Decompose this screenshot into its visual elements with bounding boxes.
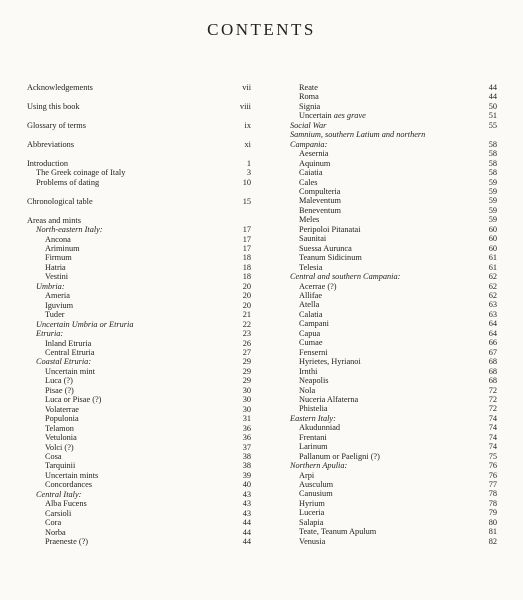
toc-entry [27, 452, 251, 461]
toc-entry [281, 111, 497, 120]
toc-entry-page: 77 [488, 480, 497, 490]
toc-entry-page: 61 [488, 262, 497, 272]
toc-entry-page: 75 [488, 451, 497, 461]
toc-entry-page: 31 [242, 414, 251, 424]
toc-entry-title: Hatria [45, 262, 66, 272]
toc-entry [27, 348, 251, 357]
toc-entry-title: Phistelia [299, 404, 328, 414]
toc-entry-title: Venusia [299, 536, 326, 546]
toc-entry [27, 272, 251, 281]
toc-entry-title: Salapia [299, 517, 324, 527]
toc-entry-page: 68 [488, 376, 497, 386]
toc-entry-title: Meles [299, 215, 320, 225]
toc-entry-title: Compulteria [299, 186, 341, 196]
toc-entry-title: Akudunniad [299, 423, 341, 433]
toc-entry-page: 62 [488, 290, 497, 300]
toc-entry [27, 433, 251, 442]
toc-entry-title: Fenserni [299, 347, 328, 357]
toc-entry [27, 329, 251, 338]
toc-entry [281, 348, 497, 357]
toc-entry [281, 196, 497, 205]
toc-entry-page: 64 [488, 328, 497, 338]
toc-entry [281, 282, 497, 291]
toc-entry-title: Northern Apulia: [290, 461, 348, 471]
toc-entry-page: vii [242, 83, 251, 92]
toc-entry-title: Allifae [299, 290, 323, 300]
toc-entry-page: 43 [242, 489, 251, 499]
toc-entry [281, 253, 497, 262]
toc-entry-page: 63 [488, 309, 497, 319]
toc-entry-title: Luca (?) [45, 376, 73, 386]
toc-entry-page: viii [239, 101, 251, 111]
toc-entry-page: 63 [488, 300, 497, 310]
toc-entry-page: 81 [488, 527, 497, 537]
toc-entry [27, 263, 251, 272]
toc-entry [281, 357, 497, 366]
toc-entry-page: 10 [242, 177, 251, 187]
toc-entry-title: Frentani [299, 432, 327, 442]
toc-entry-title: Social War [290, 120, 327, 130]
toc-entry-page: 37 [242, 442, 251, 452]
toc-entry-title: Beneventum [299, 205, 341, 215]
toc-entry-title: Abbreviations [27, 139, 75, 149]
toc-entry-title: Acerrae (?) [299, 281, 337, 291]
toc-entry [27, 140, 251, 149]
toc-entry-title: Inland Etruria [45, 338, 92, 348]
toc-entry-title: Pisae (?) [45, 385, 74, 395]
toc-entry-title: Nuceria Alfaterna [299, 394, 359, 404]
toc-entry-page: 22 [242, 319, 251, 329]
toc-entry [281, 121, 497, 130]
toc-entry-title: The Greek coinage of Italy [36, 168, 126, 178]
toc-entry-title: Caiatia [299, 168, 323, 178]
toc-entry [27, 244, 251, 253]
toc-entry [281, 319, 497, 328]
toc-entry-page: 17 [242, 225, 251, 235]
toc-entry-title: Aesernia [299, 149, 329, 159]
toc-entry-page: 74 [488, 432, 497, 442]
toc-entry [281, 272, 497, 281]
toc-entry [27, 102, 251, 111]
toc-entry [281, 433, 497, 442]
toc-entry-page: 74 [488, 413, 497, 423]
toc-entry-page: 74 [488, 442, 497, 452]
toc-entry-title: Cales [299, 177, 318, 187]
toc-entry [27, 376, 251, 385]
toc-entry [27, 339, 251, 348]
toc-entry-page: 43 [242, 499, 251, 509]
toc-entry-page: 38 [242, 461, 251, 471]
toc-entry [27, 395, 251, 404]
toc-entry-page: 72 [488, 385, 497, 395]
toc-entry [27, 528, 251, 537]
toc-entry [27, 225, 251, 234]
toc-entry [281, 499, 497, 508]
toc-entry [27, 499, 251, 508]
toc-entry-page: 76 [488, 461, 497, 471]
toc-entry [27, 197, 251, 206]
toc-entry-title: Cora [45, 518, 62, 528]
toc-entry-page: 43 [242, 508, 251, 518]
toc-entry-page: 18 [242, 253, 251, 263]
toc-entry-title: Suessa Aurunca [299, 243, 352, 253]
toc-entry-page: 18 [242, 272, 251, 282]
toc-entry-page: 27 [242, 347, 251, 357]
page-title: CONTENTS [207, 20, 316, 39]
toc-entry-title: Chronological table [27, 196, 93, 206]
toc-entry-page: 68 [488, 357, 497, 367]
toc-entry-title: Ariminum [45, 243, 80, 253]
toc-entry-title: Roma [299, 92, 319, 102]
toc-entry [281, 414, 497, 423]
toc-entry-page: 3 [246, 168, 251, 178]
toc-entry-page: 20 [242, 281, 251, 291]
toc-entry [281, 300, 497, 309]
toc-entry [27, 537, 251, 546]
toc-entry-page: 59 [488, 186, 497, 196]
toc-entry-page: 23 [242, 329, 251, 339]
toc-entry-title: Campani [299, 319, 329, 329]
toc-entry-title: Volaterrae [45, 404, 79, 414]
toc-entry [281, 442, 497, 451]
toc-entry-title: Neapolis [299, 376, 329, 386]
toc-entry [27, 168, 251, 177]
toc-entry-title: Vestini [45, 272, 69, 282]
toc-entry-page: 62 [488, 281, 497, 291]
toc-entry-title: Arpi [299, 470, 315, 480]
toc-entry-title: Glossary of terms [27, 120, 86, 130]
toc-entry-page: 26 [242, 338, 251, 348]
toc-entry [27, 159, 251, 168]
toc-entry [281, 404, 497, 413]
toc-entry-title: Irnthi [299, 366, 318, 376]
toc-entry [27, 480, 251, 489]
toc-entry-title: Ancona [45, 234, 71, 244]
toc-entry-page: 44 [488, 83, 497, 92]
toc-entry [281, 244, 497, 253]
toc-entry-title: Atella [299, 300, 320, 310]
toc-entry [281, 234, 497, 243]
toc-entry-title: Cumae [299, 338, 323, 348]
toc-entry [281, 83, 497, 92]
toc-entry-page: 67 [488, 347, 497, 357]
toc-entry [27, 471, 251, 480]
toc-entry-page: 36 [242, 433, 251, 443]
toc-entry [27, 509, 251, 518]
toc-entry-title: Aquinum [299, 158, 331, 168]
toc-entry-page: 59 [488, 196, 497, 206]
toc-entry-title: Areas and mints [27, 215, 81, 225]
toc-entry-title: Cosa [45, 451, 62, 461]
toc-entry-title: Calatia [299, 309, 323, 319]
toc-entry-page: 55 [488, 120, 497, 130]
toc-entry-page: 20 [242, 300, 251, 310]
toc-entry-page: 60 [488, 224, 497, 234]
toc-entry-title: Hyrium [299, 498, 325, 508]
toc-entry [281, 376, 497, 385]
toc-entry-title: Tuder [45, 310, 65, 320]
toc-entry-title: Capua [299, 328, 321, 338]
toc-entry-title: Campania: [290, 139, 328, 149]
toc-entry [27, 83, 251, 92]
toc-entry-title: Uncertain aes grave [299, 111, 366, 121]
toc-entry [281, 178, 497, 187]
toc-entry-title: Carsioli [45, 508, 72, 518]
toc-entry-title: Canusium [299, 489, 333, 499]
toc-entry [281, 461, 497, 470]
toc-entry [281, 329, 497, 338]
toc-entry-page: xi [244, 139, 251, 149]
toc-entry-title: Umbria: [36, 281, 65, 291]
toc-entry [27, 253, 251, 262]
toc-entry-title: Eastern Italy: [290, 413, 336, 423]
toc-entry-title: Saunitai [299, 234, 327, 244]
toc-entry-page: 80 [488, 517, 497, 527]
toc-entry [27, 405, 251, 414]
toc-entry-title: Coastal Etruria: [36, 357, 92, 367]
toc-entry-page: 59 [488, 215, 497, 225]
toc-entry-page: 72 [488, 404, 497, 414]
toc-entry-page: 39 [242, 470, 251, 480]
toc-entry [281, 423, 497, 432]
toc-entry-page: ix [244, 120, 251, 130]
toc-entry-title: Etruria: [36, 329, 64, 339]
toc-entry [281, 338, 497, 347]
toc-entry-title: Using this book [27, 101, 80, 111]
toc-entry-page: 29 [242, 366, 251, 376]
toc-entry-title: Signia [299, 101, 321, 111]
toc-entry [281, 225, 497, 234]
toc-entry-page: 50 [488, 101, 497, 111]
toc-entry-page: 44 [242, 537, 251, 547]
toc-entry-title: Firmum [45, 253, 72, 263]
toc-entry-page: 68 [488, 366, 497, 376]
toc-entry [281, 92, 497, 101]
toc-entry-title: Tarquinii [45, 461, 76, 471]
toc-entry-page: 18 [242, 262, 251, 272]
toc-entry-title: Vetulonia [45, 433, 77, 443]
toc-entry [281, 215, 497, 224]
toc-entry-page: 60 [488, 243, 497, 253]
toc-entry-title: Iguvium [45, 300, 74, 310]
toc-entry-title: Concordances [45, 480, 92, 490]
toc-entry [281, 130, 497, 139]
toc-entry-title: Populonia [45, 414, 79, 424]
toc-entry [281, 102, 497, 111]
toc-entry [281, 471, 497, 480]
toc-entry-page: 82 [488, 536, 497, 546]
toc-entry [27, 443, 251, 452]
toc-entry [281, 159, 497, 168]
toc-entry-page: 59 [488, 177, 497, 187]
toc-entry [281, 452, 497, 461]
toc-entry [281, 386, 497, 395]
toc-entry [281, 187, 497, 196]
toc-entry [281, 480, 497, 489]
toc-entry-page: 51 [488, 111, 497, 121]
toc-entry-page: 44 [242, 518, 251, 528]
toc-entry-title: Teate, Teanum Apulum [299, 527, 377, 537]
toc-entry [27, 518, 251, 527]
toc-entry [27, 461, 251, 470]
toc-entry-title: Reate [299, 83, 318, 92]
toc-entry-page: 29 [242, 376, 251, 386]
toc-entry-title: Ausculum [299, 480, 334, 490]
toc-entry [281, 206, 497, 215]
toc-entry-title: Luceria [299, 508, 325, 518]
toc-entry-page: 66 [488, 338, 497, 348]
toc-entry-title: Larinum [299, 442, 328, 452]
toc-entry [27, 386, 251, 395]
toc-entry-page: 38 [242, 451, 251, 461]
toc-entry-title: Uncertain Umbria or Etruria [36, 319, 134, 329]
toc-entry-title: Teanum Sidicinum [299, 253, 362, 263]
toc-entry [281, 518, 497, 527]
toc-entry [27, 235, 251, 244]
toc-entry-title: Telesia [299, 262, 323, 272]
toc-entry-page: 58 [488, 158, 497, 168]
toc-entry-title: Praeneste (?) [45, 537, 89, 547]
toc-entry-page: 61 [488, 253, 497, 263]
toc-entry-page: 62 [488, 272, 497, 282]
toc-entry [27, 414, 251, 423]
toc-entry-title: Ameria [45, 291, 70, 301]
toc-entry-title: North-eastern Italy: [36, 225, 103, 235]
contents-column-left [27, 83, 251, 546]
toc-entry-title: Central and southern Campania: [290, 272, 401, 282]
toc-entry-title: Central Etruria [45, 347, 95, 357]
toc-entry-page: 44 [242, 527, 251, 537]
toc-entry-page: 58 [488, 149, 497, 159]
toc-entry-page: 78 [488, 489, 497, 499]
toc-entry [27, 121, 251, 130]
toc-entry [27, 216, 251, 225]
toc-entry-page: 44 [488, 92, 497, 102]
toc-entry-page: 59 [488, 205, 497, 215]
toc-entry [27, 301, 251, 310]
toc-entry-page: 58 [488, 139, 497, 149]
toc-entry-title: Luca or Pisae (?) [45, 395, 102, 405]
toc-entry-page: 40 [242, 480, 251, 490]
toc-entry [27, 291, 251, 300]
toc-entry [281, 291, 497, 300]
toc-entry-page: 60 [488, 234, 497, 244]
toc-entry-page: 78 [488, 498, 497, 508]
toc-entry [27, 282, 251, 291]
toc-entry-page: 1 [246, 158, 251, 168]
toc-entry-title: Central Italy: [36, 489, 82, 499]
toc-entry [281, 140, 497, 149]
toc-entry-title: Introduction [27, 158, 69, 168]
toc-entry-page: 36 [242, 423, 251, 433]
toc-entry [281, 489, 497, 498]
toc-entry [281, 168, 497, 177]
toc-entry [281, 149, 497, 158]
toc-entry [27, 310, 251, 319]
toc-entry [281, 537, 497, 546]
toc-entry-title: Samnium, southern Latium and northern [290, 130, 426, 140]
toc-entry-page: 21 [242, 310, 251, 320]
toc-entry-title: Problems of dating [36, 177, 100, 187]
toc-entry-page: 72 [488, 394, 497, 404]
toc-entry-title: Norba [45, 527, 66, 537]
toc-entry-title: Volci (?) [45, 442, 74, 452]
toc-entry-title: Telamon [45, 423, 74, 433]
toc-entry [27, 320, 251, 329]
toc-entry-page: 76 [488, 470, 497, 480]
toc-entry-page: 58 [488, 168, 497, 178]
toc-entry [281, 367, 497, 376]
toc-entry-page: 64 [488, 319, 497, 329]
toc-entry-page: 15 [242, 196, 251, 206]
toc-entry-page: 20 [242, 291, 251, 301]
toc-entry-page: 79 [488, 508, 497, 518]
toc-entry [27, 424, 251, 433]
toc-entry-title: Acknowledgements [27, 83, 93, 92]
toc-entry-page: 29 [242, 357, 251, 367]
toc-entry [281, 395, 497, 404]
toc-entry [27, 367, 251, 376]
toc-entry-page: 30 [242, 385, 251, 395]
toc-entry-title: Maleventum [299, 196, 341, 206]
toc-entry [27, 490, 251, 499]
toc-entry [281, 263, 497, 272]
toc-entry [27, 357, 251, 366]
toc-entry-title: Hyrietes, Hyrianoi [299, 357, 361, 367]
toc-entry-page: 30 [242, 404, 251, 414]
toc-entry-page: 17 [242, 243, 251, 253]
toc-entry-title: Peripoloi Pitanatai [299, 224, 361, 234]
toc-entry [281, 508, 497, 517]
toc-entry-title: Uncertain mint [45, 366, 95, 376]
toc-entry-page: 30 [242, 395, 251, 405]
toc-entry [281, 527, 497, 536]
toc-entry [27, 178, 251, 187]
toc-entry-title: Uncertain mints [45, 470, 99, 480]
contents-column-right [281, 83, 497, 546]
toc-entry-title: Pallanum or Paeligni (?) [299, 451, 380, 461]
toc-entry-title: Nola [299, 385, 316, 395]
toc-entry-title: Alba Fucens [45, 499, 87, 509]
toc-entry [281, 310, 497, 319]
toc-entry-page: 17 [242, 234, 251, 244]
toc-entry-page: 74 [488, 423, 497, 433]
